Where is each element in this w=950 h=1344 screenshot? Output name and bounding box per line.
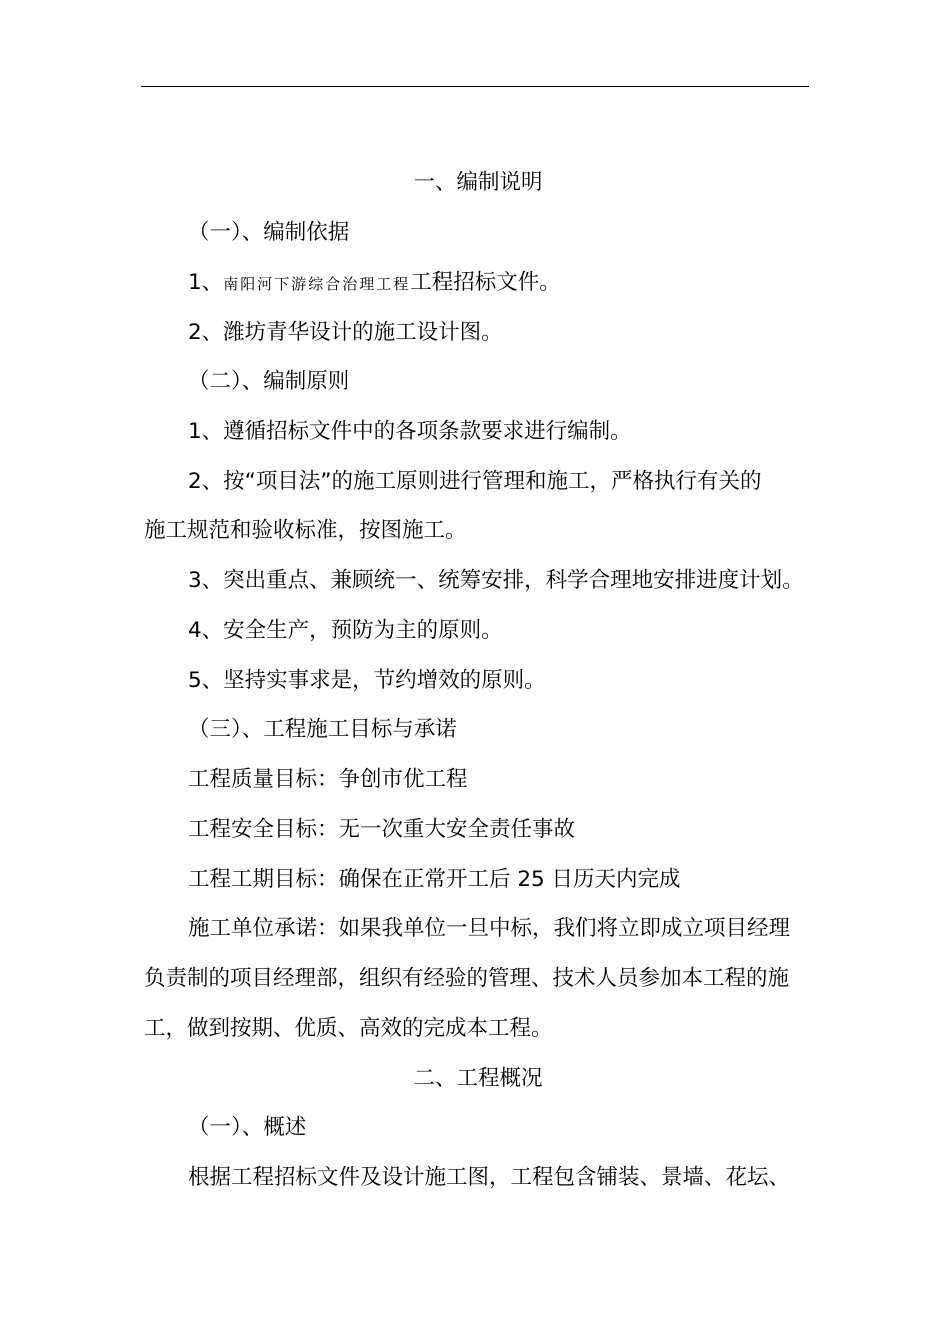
- principle-2-line-2: 施工规范和验收标准，按图施工。: [144, 518, 467, 543]
- subsection-heading-basis: （一）、编制依据: [188, 220, 350, 245]
- principle-3: 3、突出重点、兼顾统一、统筹安排，科学合理地安排进度计划。: [188, 568, 804, 593]
- principle-2-line-1: 2、按“项目法”的施工原则进行管理和施工，严格执行有关的: [188, 469, 762, 494]
- goal-quality: 工程质量目标：争创市优工程: [188, 767, 468, 792]
- basis-item-2: 2、潍坊青华设计的施工设计图。: [188, 320, 503, 345]
- principle-5: 5、坚持实事求是，节约增效的原则。: [188, 668, 546, 693]
- section-heading-2: 二、工程概况: [413, 1066, 543, 1091]
- principle-4: 4、安全生产，预防为主的原则。: [188, 618, 503, 643]
- goal-schedule: 工程工期目标：确保在正常开工后 25 日历天内完成: [188, 867, 681, 892]
- promise-line-1: 施工单位承诺：如果我单位一旦中标，我们将立即成立项目经理: [188, 916, 791, 941]
- promise-line-2: 负责制的项目经理部，组织有经验的管理、技术人员参加本工程的施: [144, 966, 790, 991]
- goal-safety: 工程安全目标：无一次重大安全责任事故: [188, 817, 576, 842]
- section-heading-1: 一、编制说明: [413, 170, 543, 195]
- subsection-heading-principles: （二）、编制原则: [188, 369, 350, 394]
- basis-item-1-prefix: 1、: [188, 270, 224, 295]
- promise-line-3: 工，做到按期、优质、高效的完成本工程。: [144, 1016, 553, 1041]
- basis-item-1-suffix: 工程招标文件。: [410, 270, 561, 295]
- principle-1: 1、遵循招标文件中的各项条款要求进行编制。: [188, 419, 632, 444]
- project-name: 南阳河下游综合治理工程: [223, 275, 411, 293]
- subsection-heading-overview: （一）、概述: [188, 1115, 307, 1140]
- subsection-heading-goals: （三）、工程施工目标与承诺: [188, 717, 457, 742]
- header-rule: [141, 86, 809, 87]
- basis-item-1: [144, 268, 856, 299]
- overview-line-1: 根据工程招标文件及设计施工图，工程包含铺装、景墙、花坛、: [188, 1165, 791, 1190]
